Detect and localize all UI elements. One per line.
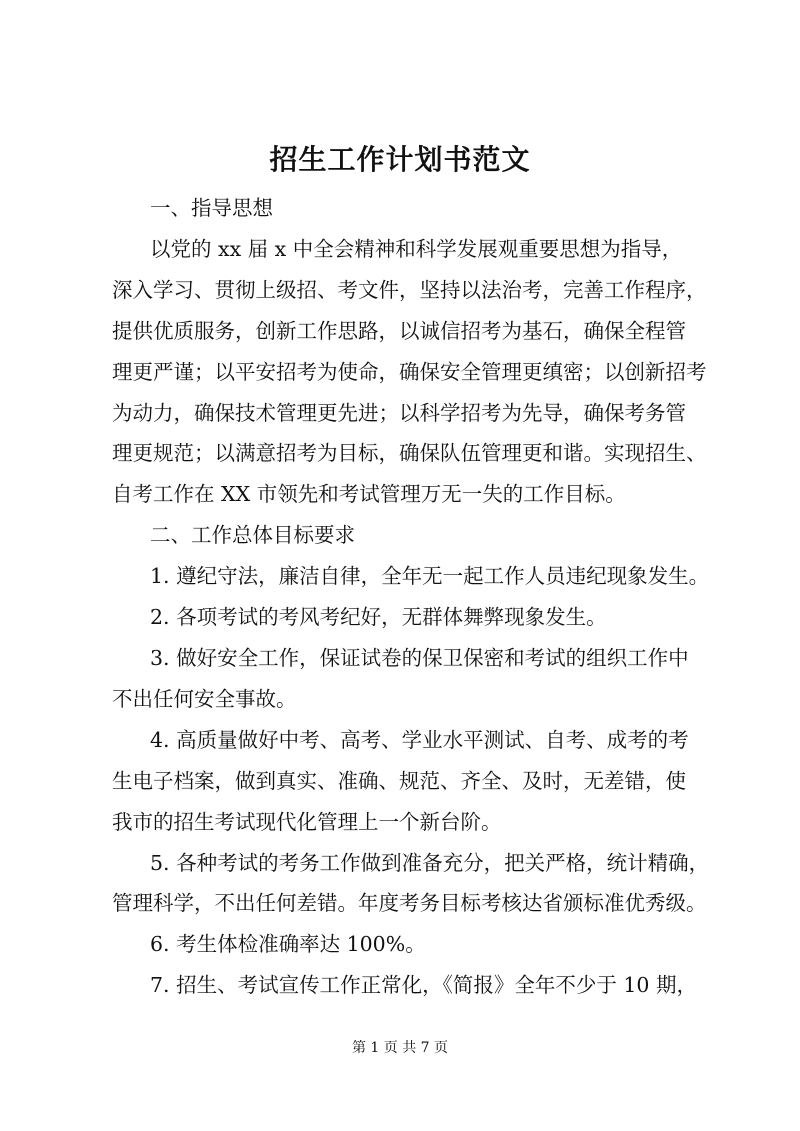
paragraph-line: 理更规范；以满意招考为目标，确保队伍管理更和谐。实现招生、 <box>112 441 707 466</box>
page-number-footer: 第 1 页 共 7 页 <box>351 1040 449 1056</box>
section-heading: 一、指导思想 <box>150 196 273 220</box>
paragraph-line: 深入学习、贯彻上级招、考文件，坚持以法治考，完善工作程序， <box>112 277 707 302</box>
section-heading: 二、工作总体目标要求 <box>150 523 355 548</box>
paragraph-line: 为动力，确保技术管理更先进；以科学招考为先导，确保考务管 <box>112 400 686 425</box>
document-body <box>112 188 712 1006</box>
list-item-continuation: 不出任何安全事故。 <box>112 686 297 711</box>
paragraph-line: 理更严谨；以平安招考为使命，确保安全管理更缜密；以创新招考 <box>112 359 707 384</box>
paragraph-line: 提供优质服务，创新工作思路，以诚信招考为基石，确保全程管 <box>112 318 686 343</box>
paragraph-line: 以党的 xx 届 x 中全会精神和科学发展观重要思想为指导， <box>150 236 683 261</box>
list-item: 5. 各种考试的考务工作做到准备充分，把关严格，统计精确， <box>150 850 710 875</box>
list-item-continuation: 我市的招生考试现代化管理上一个新台阶。 <box>112 809 502 834</box>
list-item-continuation: 生电子档案，做到真实、准确、规范、齐全、及时，无差错，使 <box>112 768 686 793</box>
document-title: 招生工作计划书范文 <box>269 143 531 176</box>
paragraph-line: 自考工作在 XX 市领先和考试管理万无一失的工作目标。 <box>112 482 626 507</box>
list-item: 4. 高质量做好中考、高考、学业水平测试、自考、成考的考 <box>150 727 689 752</box>
list-item: 7. 招生、考试宣传工作正常化，《简报》全年不少于 10 期， <box>150 973 697 998</box>
list-item: 1. 遵纪守法，廉洁自律，全年无一起工作人员违纪现象发生。 <box>150 564 710 589</box>
list-item: 2. 各项考试的考风考纪好，无群体舞弊现象发生。 <box>150 605 607 630</box>
list-item: 3. 做好安全工作，保证试卷的保卫保密和考试的组织工作中 <box>150 645 689 670</box>
list-item-continuation: 管理科学，不出任何差错。年度考务目标考核达省颁标准优秀级。 <box>112 891 707 916</box>
list-item: 6. 考生体检准确率达 100%。 <box>150 932 426 957</box>
